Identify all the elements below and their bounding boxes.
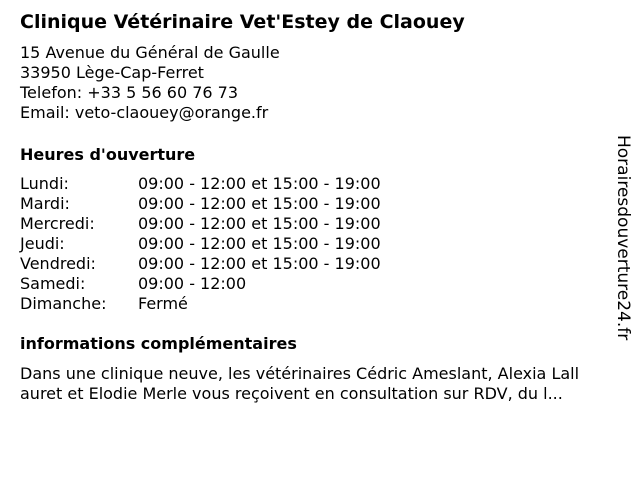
info-line-1: Dans une clinique neuve, les vétérinaires Cédric Ameslant, Alexia Lall bbox=[20, 364, 580, 383]
contact-block bbox=[20, 43, 280, 123]
email-address: Email: veto-claouey@orange.fr bbox=[20, 103, 269, 122]
time-value: 09:00 - 12:00 bbox=[138, 274, 247, 293]
day-label: Dimanche: bbox=[20, 294, 107, 313]
clinic-name: Clinique Vétérinaire Vet'Estey de Claouey bbox=[20, 11, 465, 33]
time-value: 09:00 - 12:00 et 15:00 - 19:00 bbox=[138, 254, 381, 273]
opening-hours-heading: Heures d'ouverture bbox=[20, 145, 196, 164]
day-label: Vendredi: bbox=[20, 254, 96, 273]
day-label: Mercredi: bbox=[20, 214, 95, 233]
time-value: Fermé bbox=[138, 294, 188, 313]
day-label: Jeudi: bbox=[20, 234, 65, 253]
additional-info-heading: informations complémentaires bbox=[20, 334, 297, 353]
day-label: Lundi: bbox=[20, 174, 69, 193]
day-label: Samedi: bbox=[20, 274, 86, 293]
city-address: 33950 Lège-Cap-Ferret bbox=[20, 63, 204, 82]
street-address: 15 Avenue du Général de Gaulle bbox=[20, 43, 280, 62]
site-watermark bbox=[612, 135, 634, 350]
watermark-text: Horairesdouverture24.fr bbox=[613, 135, 633, 341]
clinic-card bbox=[20, 0, 610, 480]
day-label: Mardi: bbox=[20, 194, 70, 213]
time-value: 09:00 - 12:00 et 15:00 - 19:00 bbox=[138, 194, 381, 213]
info-line-2: auret et Elodie Merle vous reçoivent en consultation sur RDV, du l... bbox=[20, 384, 563, 403]
additional-info-text bbox=[20, 364, 620, 404]
time-value: 09:00 - 12:00 et 15:00 - 19:00 bbox=[138, 214, 381, 233]
time-value: 09:00 - 12:00 et 15:00 - 19:00 bbox=[138, 174, 381, 193]
time-value: 09:00 - 12:00 et 15:00 - 19:00 bbox=[138, 234, 381, 253]
phone-number: Telefon: +33 5 56 60 76 73 bbox=[20, 83, 239, 102]
